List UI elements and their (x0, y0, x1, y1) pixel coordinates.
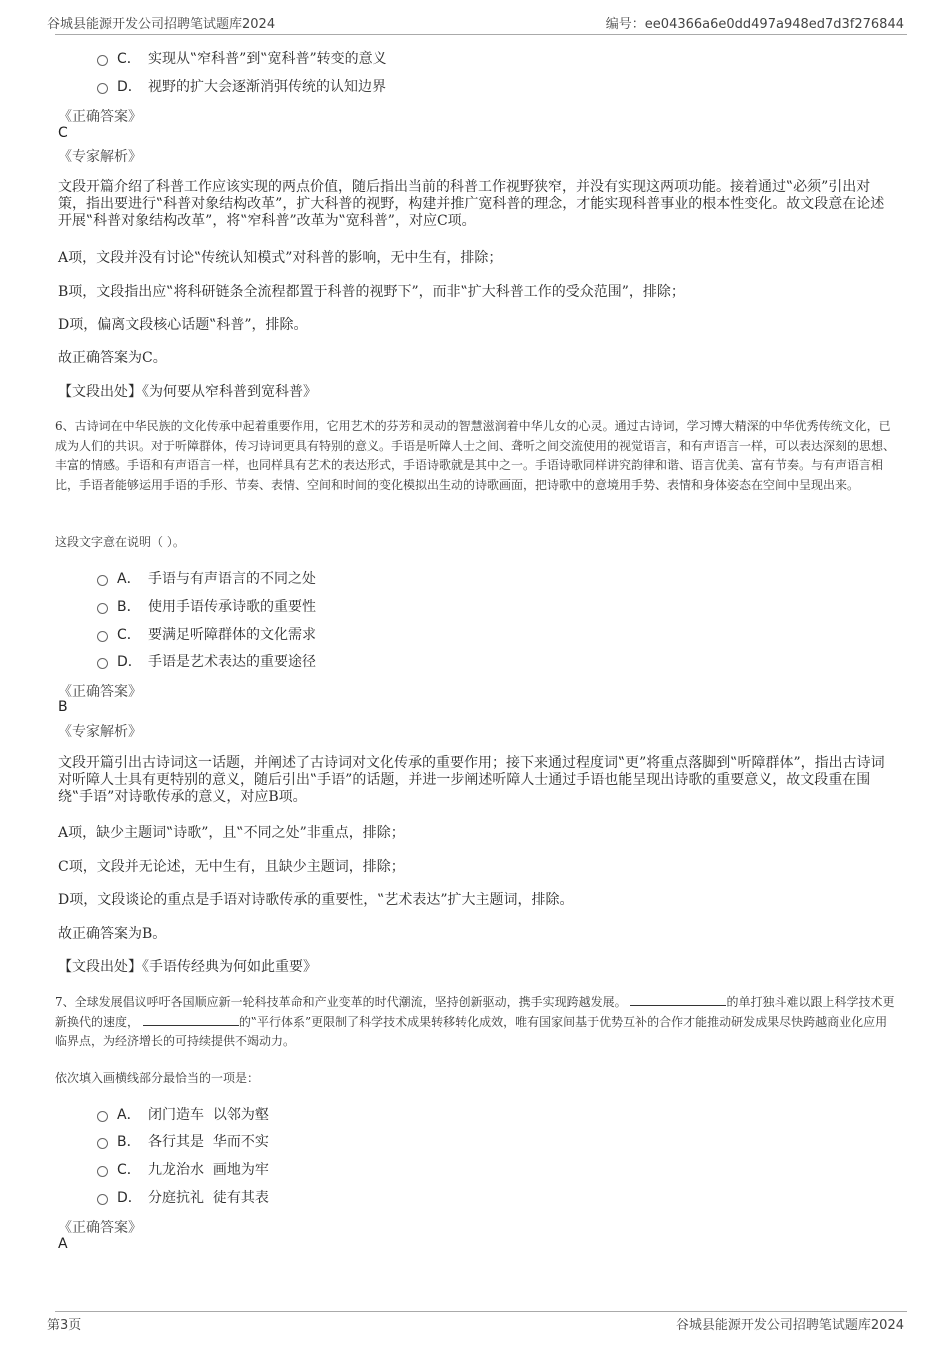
option-a[interactable] (97, 1104, 269, 1124)
option-text: 闭门造车 以邻为壑 (148, 1107, 269, 1123)
analysis-paragraph: 文段开篇介绍了科普工作应该实现的两点价值，随后指出当前的科普工作视野狭窄，并没有实现这两项功能。接着通过‟必须”引出对策，指出要进行‟科普对象结构改革”，扩大科普的视野，构建并推广宽科普的理念，才能实现科普事业的根本性变化。故文段意在论述开展‟科普对象结构改革”，将‟窄科普”改革为‟宽科普”，对应C项。 (58, 179, 885, 229)
answer-label: 《正确答案》 (58, 684, 142, 700)
source-citation: 【文段出处】《手语传经典为何如此重要》 (58, 959, 317, 975)
option-c[interactable] (97, 624, 316, 644)
option-letter: B． (117, 1134, 141, 1150)
radio-icon[interactable] (97, 83, 108, 94)
question-stem (55, 993, 895, 1052)
option-c[interactable] (97, 1159, 269, 1179)
radio-icon[interactable] (97, 575, 108, 586)
option-text: 手语是艺术表达的重要途径 (148, 654, 316, 670)
analysis-paragraph: B项，文段指出应‟将科研链条全流程都置于科普的视野下”，而非‟扩大科普工作的受众范围”，排除； (58, 284, 685, 300)
radio-icon[interactable] (97, 1194, 108, 1205)
analysis-paragraph: A项，文段并没有讨论‟传统认知模式”对科普的影响，无中生有，排除； (58, 250, 503, 266)
option-text: 实现从‟窄科普”到‟宽科普”转变的意义 (148, 51, 387, 67)
radio-icon[interactable] (97, 55, 108, 66)
stem-part: 的‟平行体系”更限制了科学技术成果转移转化成效，唯有国家间基于优势互补的合作才能推动研发成果尽快跨越商业化应用临界点，为经济增长的可持续提供不竭动力。 (55, 1014, 888, 1048)
option-b[interactable] (97, 596, 316, 616)
radio-icon[interactable] (97, 1166, 108, 1177)
option-letter: A． (117, 571, 141, 587)
option-letter: D． (117, 654, 142, 670)
radio-icon[interactable] (97, 631, 108, 642)
source-citation: 【文段出处】《为何要从窄科普到宽科普》 (58, 384, 317, 400)
option-letter: B． (117, 599, 141, 615)
option-a[interactable] (97, 568, 316, 588)
analysis-paragraph: D项，偏离文段核心话题‟科普”，排除。 (58, 317, 308, 333)
option-text: 要满足听障群体的文化需求 (148, 627, 316, 643)
answer-value: C (58, 125, 68, 141)
question-prompt: 这段文字意在说明（ ）。 (55, 535, 185, 549)
analysis-label: 《专家解析》 (58, 149, 142, 165)
analysis-paragraph: C项，文段并无论述，无中生有，且缺少主题词，排除； (58, 859, 405, 875)
radio-icon[interactable] (97, 1111, 108, 1122)
analysis-label: 《专家解析》 (58, 724, 142, 740)
option-letter: C． (117, 51, 141, 67)
fill-blank-2 (143, 1013, 239, 1026)
option-d[interactable] (97, 651, 316, 671)
option-letter: C． (117, 627, 141, 643)
footer-page-number: 第3页 (47, 1318, 82, 1333)
option-b[interactable] (97, 1131, 269, 1151)
option-text: 九龙治水 画地为牢 (148, 1162, 269, 1178)
option-text: 各行其是 华而不实 (148, 1134, 269, 1150)
option-text: 使用手语传承诗歌的重要性 (148, 599, 316, 615)
footer-divider (55, 1311, 907, 1312)
answer-label: 《正确答案》 (58, 109, 142, 125)
analysis-paragraph: A项，缺少主题词‟诗歌”，且‟不同之处”非重点，排除； (58, 825, 405, 841)
stem-part: 的单打独斗难以跟上科学技术更新换代的速度， (55, 995, 895, 1029)
radio-icon[interactable] (97, 658, 108, 669)
option-text: 视野的扩大会逐渐消弭传统的认知边界 (148, 79, 386, 95)
option-letter: D． (117, 79, 142, 95)
analysis-paragraph: D项，文段谈论的重点是手语对诗歌传承的重要性，‟艺术表达”扩大主题词，排除。 (58, 892, 574, 908)
header-doc-number: 编号：ee04366a6e0dd497a948ed7d3f276844 (605, 17, 904, 32)
fill-blank-1 (630, 993, 726, 1006)
radio-icon[interactable] (97, 603, 108, 614)
analysis-paragraph: 故正确答案为B。 (58, 926, 167, 942)
question-stem: 6、古诗词在中华民族的文化传承中起着重要作用，它用艺术的芬芳和灵动的智慧滋润着中华儿女的心灵。通过古诗词，学习博大精深的中华优秀传统文化，已成为人们的共识。对于听障群体，传习诗词更具有特别的意义。手语是听障人士之间、聋听之间交流使用的视觉语言，和有声语言一样，可以表达深刻的思想、丰富的情感。手语和有声语言一样，也同样具有艺术的表达形式，手语诗歌就是其中之一。手语诗歌同样讲究韵律和谐、语言优美、富有节奏。与有声语言相比，手语者能够运用手语的手形、节奏、表情、空间和时间的变化模拟出生动的诗歌画面，把诗歌中的意境用手势、表情和身体姿态在空间中呈现出来。 (55, 419, 896, 492)
option-letter: D． (117, 1190, 142, 1206)
stem-part: 7、全球发展倡议呼吁各国顺应新一轮科技革命和产业变革的时代潮流，坚持创新驱动，携手实现跨越发展。 (55, 995, 627, 1009)
answer-value: A (58, 1236, 68, 1252)
option-d[interactable] (97, 76, 386, 96)
option-letter: A． (117, 1107, 141, 1123)
answer-label: 《正确答案》 (58, 1220, 142, 1236)
analysis-paragraph: 故正确答案为C。 (58, 350, 167, 366)
analysis-paragraph: 文段开篇引出古诗词这一话题，并阐述了古诗词对文化传承的重要作用；接下来通过程度词‟更”将重点落脚到‟听障群体”，指出古诗词对听障人士具有更特别的意义，随后引出‟手语”的话题，并进一步阐述听障人士通过手语也能呈现出诗歌的重要意义，故文段重在围绕‟手语”对诗歌传承的意义，对应B项。 (58, 755, 885, 805)
header-divider (55, 34, 907, 35)
option-text: 手语与有声语言的不同之处 (148, 571, 316, 587)
option-text: 分庭抗礼 徒有其表 (148, 1190, 269, 1206)
footer-title: 谷城县能源开发公司招聘笔试题库2024 (675, 1318, 904, 1333)
header-title: 谷城县能源开发公司招聘笔试题库2024 (47, 17, 276, 32)
answer-value: B (58, 699, 68, 715)
option-letter: C． (117, 1162, 141, 1178)
question-prompt: 依次填入画横线部分最恰当的一项是： (55, 1071, 260, 1085)
option-c[interactable] (97, 48, 387, 68)
option-d[interactable] (97, 1187, 269, 1207)
radio-icon[interactable] (97, 1138, 108, 1149)
